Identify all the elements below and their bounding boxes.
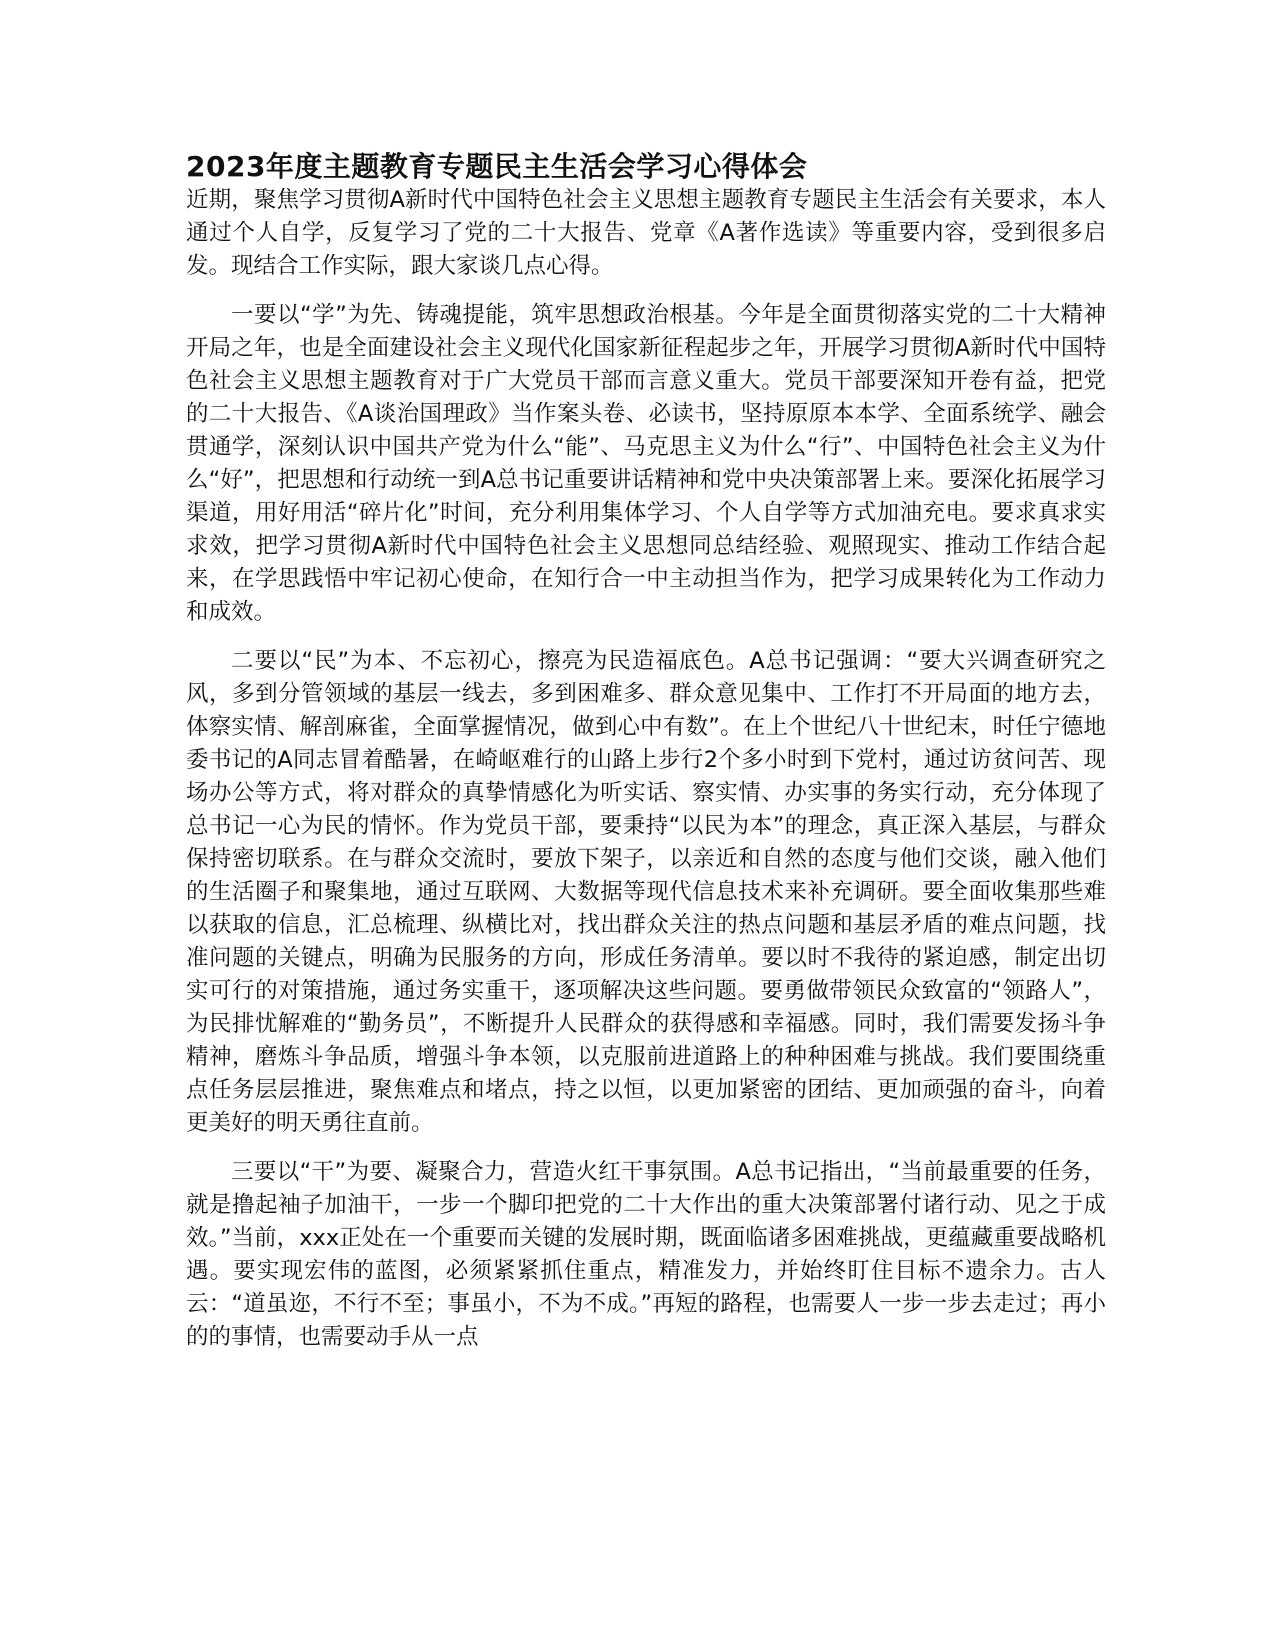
paragraph-action: 三要以“干”为要、凝聚合力，营造火红干事氛围。A总书记指出，“当前最重要的任务，就是撸起袖子加油干，一步一个脚印把党的二十大作出的重大决策部署付诸行动、见之于成效。”当前，xxx正处在一个重要而关键的发展时期，既面临诸多困难挑战，更蕴藏重要战略机遇。要实现宏伟的蓝图，必须紧紧抓住重点，精准发力，并始终盯住目标不遗余力。古人云：“道虽迩，不行不至；事虽小，不为不成。”再短的路程，也需要人一步一步去走过；再小的的事情，也需要动手从一点 [186, 1159, 1106, 1350]
document-title: 2023年度主题教育专题民主生活会学习心得体会 [186, 150, 808, 183]
intro-paragraph: 近期，聚焦学习贯彻A新时代中国特色社会主义思想主题教育专题民主生活会有关要求，本人通过个人自学，反复学习了党的二十大报告、党章《A著作选读》等重要内容，受到很多启发。现结合工作实际，跟大家谈几点心得。 [186, 187, 1106, 279]
paragraph-study: 一要以“学”为先、铸魂提能，筑牢思想政治根基。今年是全面贯彻落实党的二十大精神开局之年，也是全面建设社会主义现代化国家新征程起步之年，开展学习贯彻A新时代中国特色社会主义思想主题教育对于广大党员干部而言意义重大。党员干部要深知开卷有益，把党的二十大报告、《A谈治国理政》当作案头卷、必读书，坚持原原本本学、全面系统学、融会贯通学，深刻认识中国共产党为什么“能”、马克思主义为什么“行”、中国特色社会主义为什么“好”，把思想和行动统一到A总书记重要讲话精神和党中央决策部署上来。要深化拓展学习渠道，用好用活“碎片化”时间，充分利用集体学习、个人自学等方式加油充电。要求真求实求效，把学习贯彻A新时代中国特色社会主义思想同总结经验、观照现实、推动工作结合起来，在学思践悟中牢记初心使命，在知行合一中主动担当作为，把学习成果转化为工作动力和成效。 [186, 302, 1106, 625]
document-page [186, 150, 1106, 1354]
paragraph-people: 二要以“民”为本、不忘初心，擦亮为民造福底色。A总书记强调：“要大兴调查研究之风，多到分管领域的基层一线去，多到困难多、群众意见集中、工作打不开局面的地方去，体察实情、解剖麻雀，全面掌握情况，做到心中有数”。在上个世纪八十世纪末，时任宁德地委书记的A同志冒着酷暑，在崎岖难行的山路上步行2个多小时到下党村，通过访贫问苦、现场办公等方式，将对群众的真挚情感化为听实话、察实情、办实事的务实行动，充分体现了总书记一心为民的情怀。作为党员干部，要秉持“以民为本”的理念，真正深入基层，与群众保持密切联系。在与群众交流时，要放下架子，以亲近和自然的态度与他们交谈，融入他们的生活圈子和聚集地，通过互联网、大数据等现代信息技术来补充调研。要全面收集那些难以获取的信息，汇总梳理、纵横比对，找出群众关注的热点问题和基层矛盾的难点问题，找准问题的关键点，明确为民服务的方向，形成任务清单。要以时不我待的紧迫感，制定出切实可行的对策措施，通过务实重干，逐项解决这些问题。要勇做带领民众致富的“领路人”，为民排忧解难的“勤务员”，不断提升人民群众的获得感和幸福感。同时，我们需要发扬斗争精神，磨炼斗争品质，增强斗争本领，以克服前进道路上的种种困难与挑战。我们要围绕重点任务层层推进，聚焦难点和堵点，持之以恒，以更加紧密的团结、更加顽强的奋斗，向着更美好的明天勇往直前。 [186, 648, 1106, 1136]
